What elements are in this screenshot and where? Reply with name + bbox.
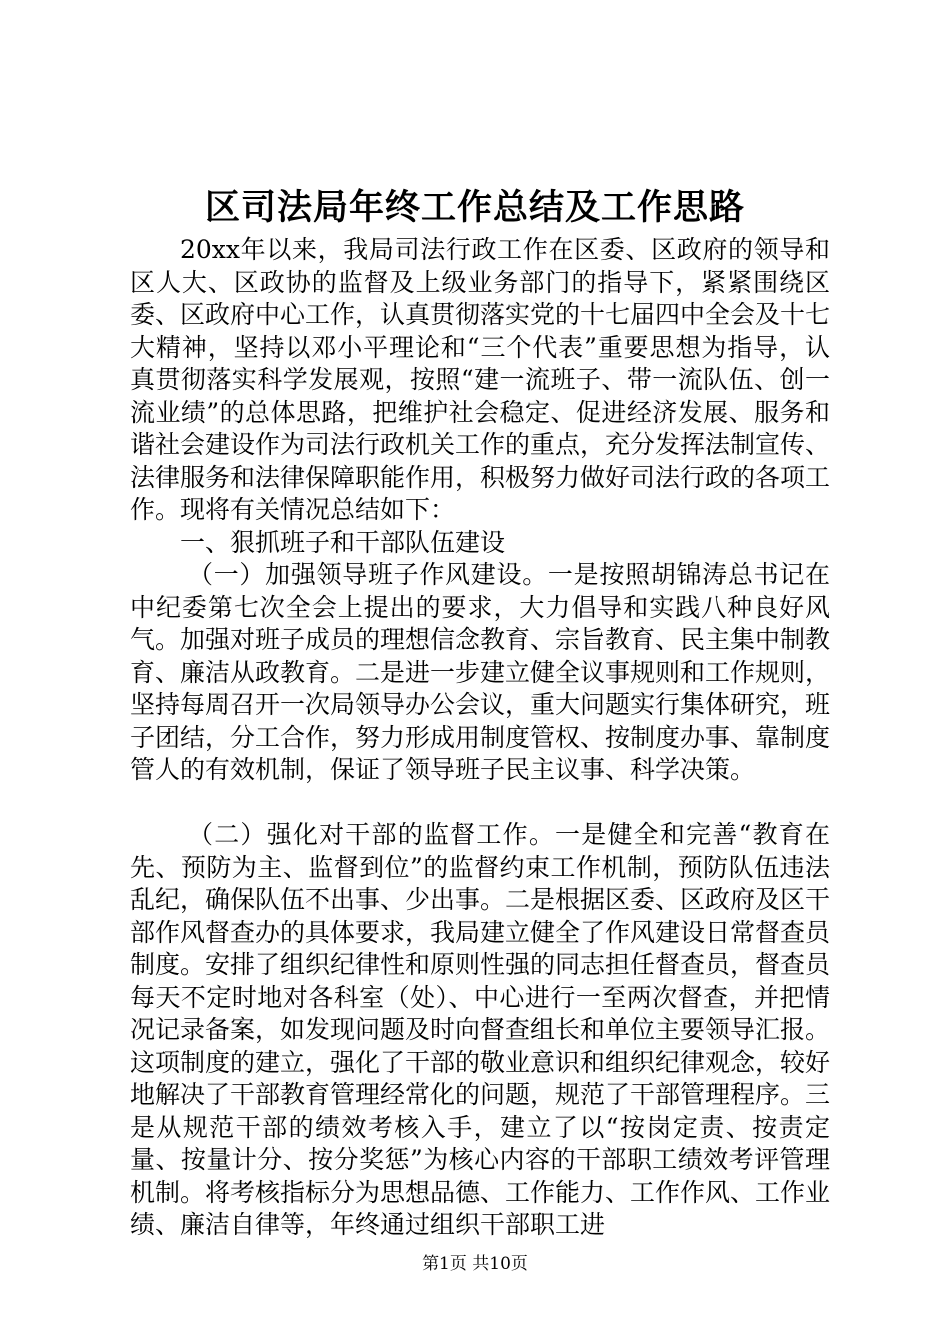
page-footer: 第1页 共10页 — [422, 1254, 528, 1274]
subsection-paragraph-2: （二）强化对干部的监督工作。一是健全和完善“教育在先、预防为主、监督到位”的监督约束工作机制，预防队伍违法乱纪，确保队伍不出事、少出事。二是根据区委、区政府及区干部作风督查办的具体要求，我局建立健全了作风建设日常督查员制度。安排了组织纪律性和原则性强的同志担任督查员，督查员每天不定时地对各科室（处）、中心进行一至两次督查，并把情况记录备案，如发现问题及时向督查组长和单位主要领导汇报。这项制度的建立，强化了干部的敬业意识和组织纪律观念，较好地解决了干部教育管理经常化的问题，规范了干部管理程序。三是从规范干部的绩效考核入手，建立了以“按岗定责、按责定量、按量计分、按分奖惩”为核心内容的干部职工绩效考评管理机制。将考核指标分为思想品德、工作能力、工作作风、工作业绩、廉洁自律等，年终通过组织干部职工进 — [130, 820, 831, 1239]
document-body — [130, 234, 830, 1242]
document-title: 区司法局年终工作总结及工作思路 — [204, 187, 745, 228]
section-heading-1: 一、狠抓班子和干部队伍建设 — [180, 527, 506, 557]
intro-paragraph: 20xx年以来，我局司法行政工作在区委、区政府的领导和区人大、区政协的监督及上级业务部门的指导下，紧紧围绕区委、区政府中心工作，认真贯彻落实党的十七届四中全会及十七大精神，坚持以邓小平理论和“三个代表”重要思想为指导，认真贯彻落实科学发展观，按照“建一流班子、带一流队伍、创一流业绩”的总体思路，把维护社会稳定、促进经济发展、服务和谐社会建设作为司法行政机关工作的重点，充分发挥法制宣传、法律服务和法律保障职能作用，积极努力做好司法行政的各项工作。现将有关情况总结如下： — [130, 235, 831, 524]
paragraph-gap — [130, 787, 830, 820]
subsection-paragraph-1: （一）加强领导班子作风建设。一是按照胡锦涛总书记在中纪委第七次全会上提出的要求，大力倡导和实践八种良好风气。加强对班子成员的理想信念教育、宗旨教育、民主集中制教育、廉洁从政教育。二是进一步建立健全议事规则和工作规则，坚持每周召开一次局领导办公会议，重大问题实行集体研究，班子团结，分工合作，努力形成用制度管权、按制度办事、靠制度管人的有效机制，保证了领导班子民主议事、科学决策。 — [130, 560, 831, 784]
